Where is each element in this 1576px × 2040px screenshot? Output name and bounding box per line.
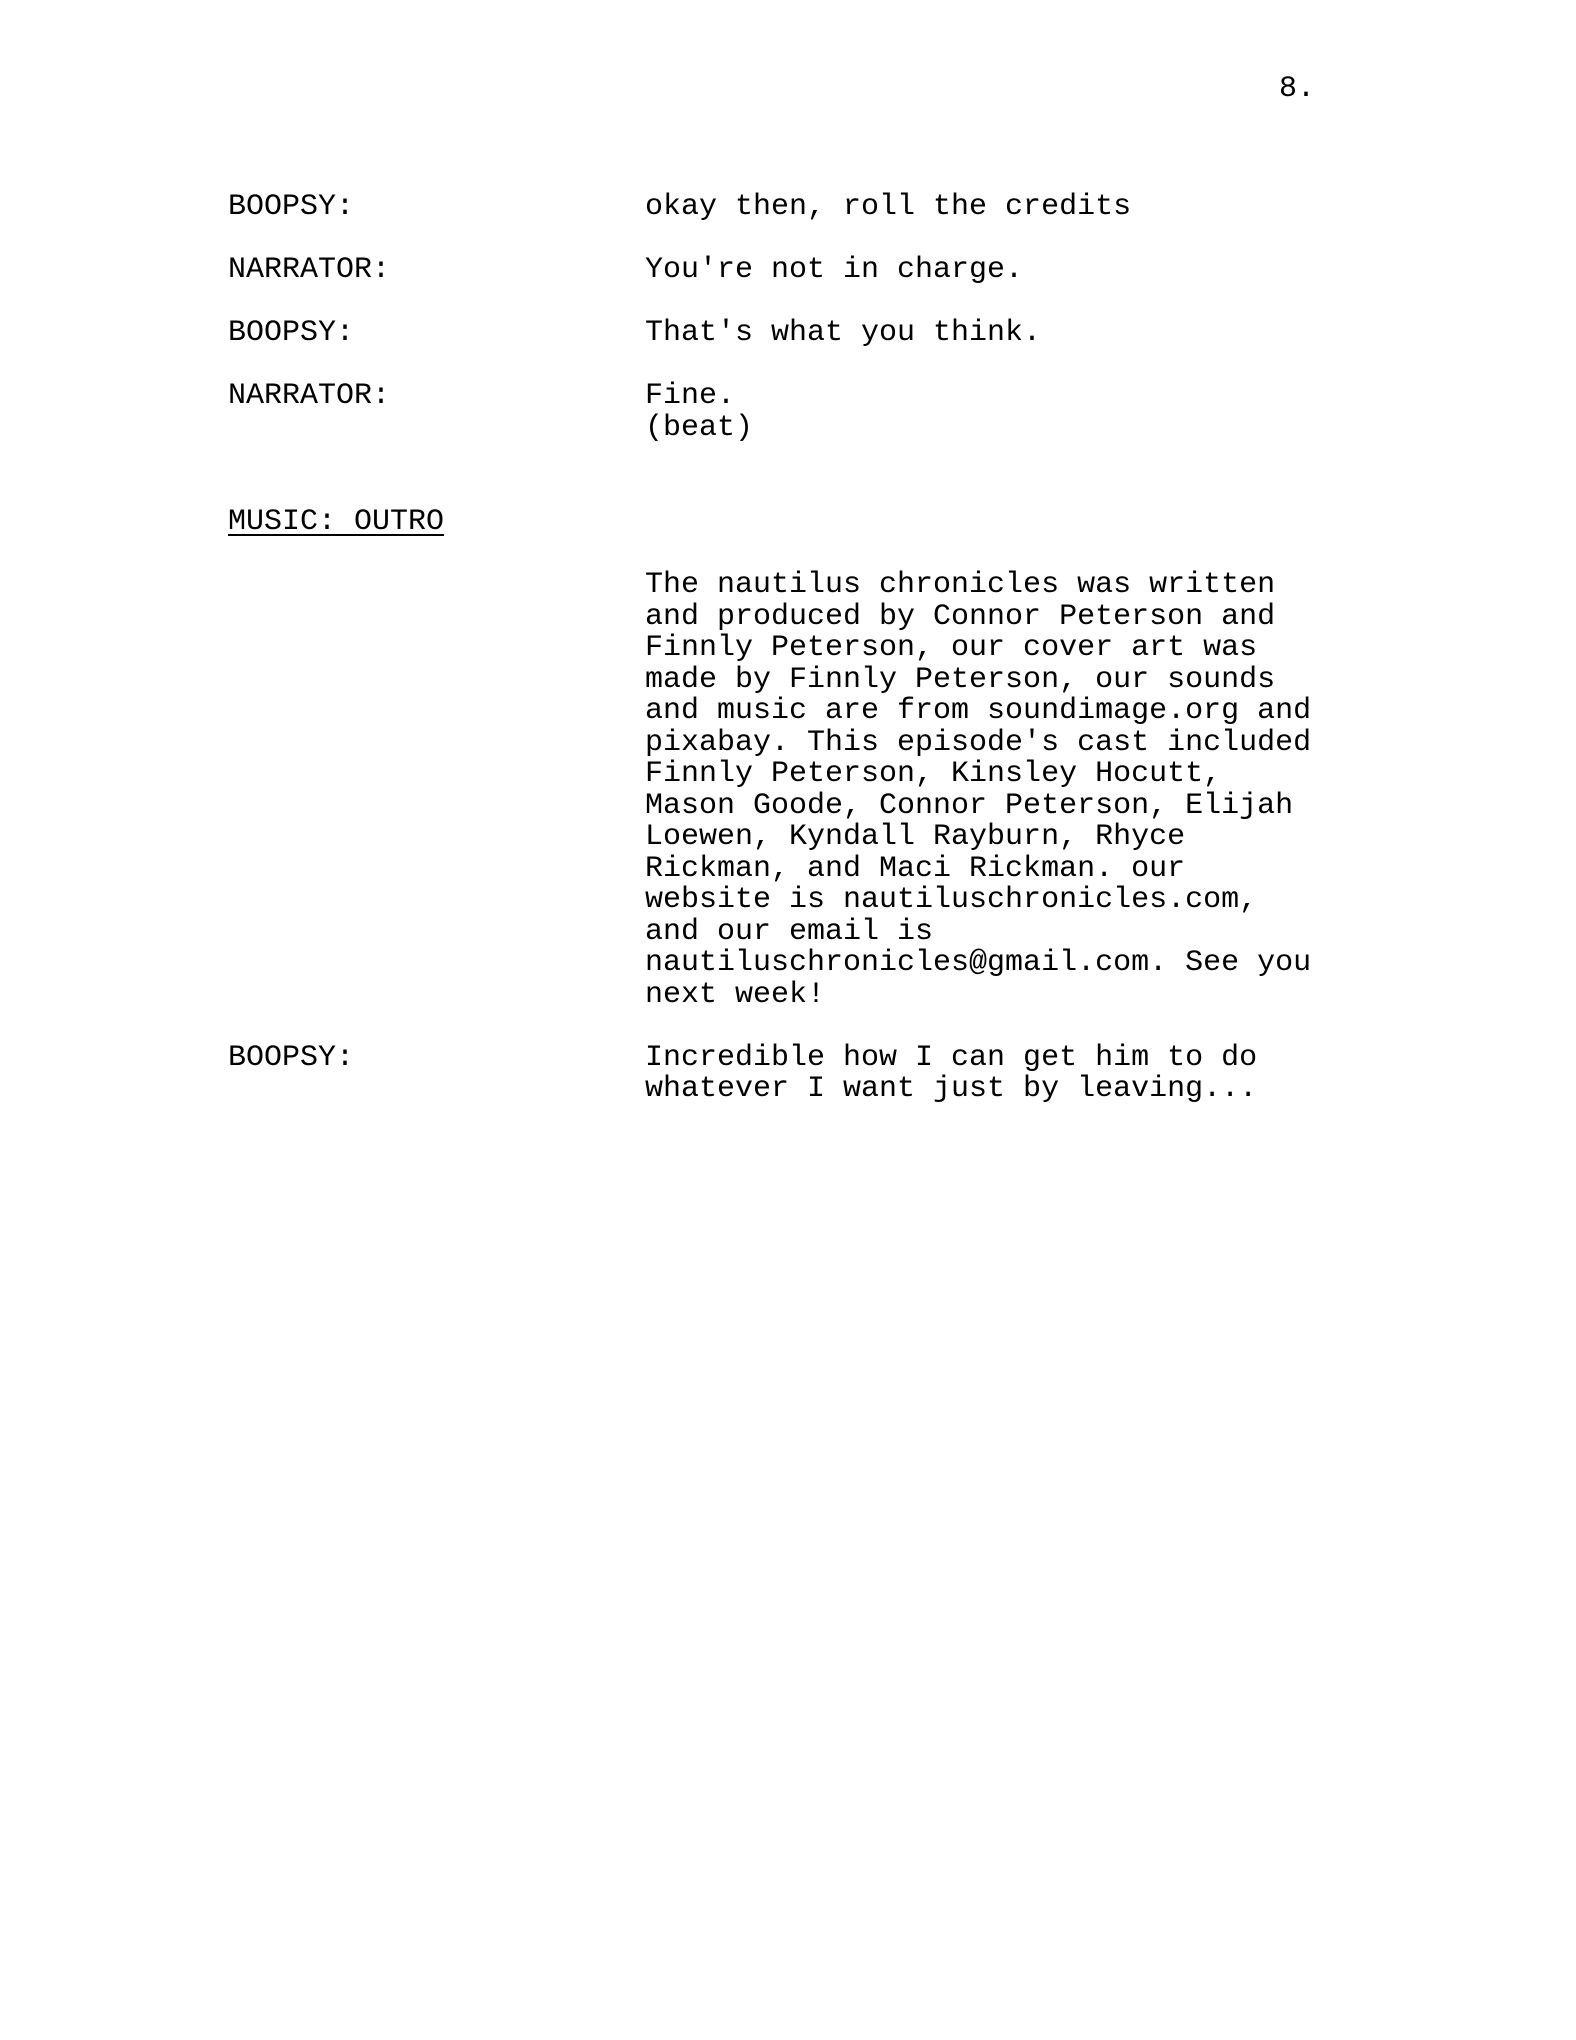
- dialogue-line: Fine.: [645, 379, 736, 413]
- page-number: 8.: [1279, 72, 1316, 106]
- speaker-name: BOOPSY:: [228, 1040, 355, 1075]
- music-cue-label: MUSIC: OUTRO: [228, 505, 445, 539]
- dialogue-text: [645, 192, 1321, 224]
- dialogue-text: [645, 381, 1321, 444]
- speaker-name: BOOPSY:: [228, 190, 355, 224]
- dialogue-row: [228, 318, 1334, 350]
- dialogue-line: okay then, roll the credits: [645, 190, 1132, 224]
- speaker-name: BOOPSY:: [228, 316, 355, 350]
- dialogue-row: [228, 381, 1334, 444]
- dialogue-row: [228, 1040, 1334, 1106]
- speaker-name: NARRATOR:: [228, 379, 391, 413]
- dialogue-line: That's what you think.: [645, 316, 1042, 350]
- credits-row: [228, 570, 1334, 1011]
- music-cue: [228, 507, 1334, 539]
- dialogue-row: [228, 192, 1334, 224]
- dialogue-line: You're not in charge.: [645, 253, 1024, 287]
- dialogue-text: [645, 318, 1321, 350]
- dialogue-parenthetical: (beat): [645, 410, 754, 445]
- speaker-name: NARRATOR:: [228, 253, 391, 287]
- dialogue-row: [228, 255, 1334, 287]
- script-body: [228, 192, 1334, 1137]
- dialogue-text: [645, 255, 1321, 287]
- credits-paragraph: The nautilus chronicles was written and produced by Connor Peterson and Finnly Peterson, our cover art was made by Finnly Peterson, our sounds and music are from soundimage.org and pixabay. This episode's cast included Finnly Peterson, Kinsley Hocutt, Mason Goode, Connor Peterson, Elijah Loewen, Kyndall Rayburn, Rhyce Rickman, and Maci Rickman. our website is nautiluschronicles.com, and our email is nautiluschronicles@gmail.com. See you next week!: [645, 568, 1312, 1012]
- closing-dialogue: Incredible how I can get him to do whatever I want just by leaving...: [645, 1040, 1258, 1106]
